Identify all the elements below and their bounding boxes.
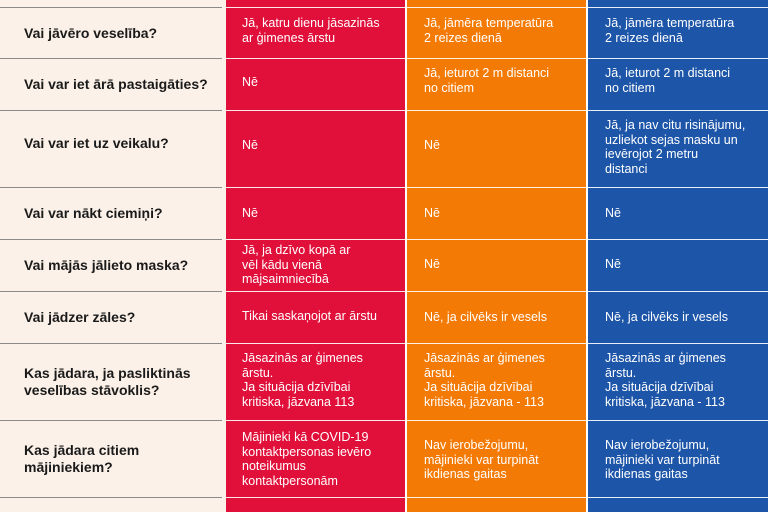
answer-blue: Nē: [605, 206, 621, 220]
answer-red: Jā, ja dzīvo kopā ar vēl kādu vienā mājsaimniecībā: [242, 243, 351, 286]
answer-orange: Jāsazinās ar ģimenes ārstu. Ja situācija dzīvībai kritiska, jāzvana - 113: [424, 351, 545, 409]
question-medicine: Vai jādzer zāles?: [24, 309, 136, 325]
row-divider: [226, 7, 768, 8]
question-other-household: Kas jādara citiem mājiniekiem?: [24, 442, 140, 475]
answer-orange: Jā, ieturot 2 m distanci no citiem: [424, 66, 550, 95]
answer-blue: Jā, ieturot 2 m distanci no citiem: [605, 66, 731, 95]
answer-orange: Nē: [424, 206, 440, 220]
question-health-worsens: Kas jādara, ja pasliktinās veselības stāvoklis?: [24, 365, 191, 398]
answer-red: Jā, katru dienu jāsazinās ar ģimenes ārstu: [242, 16, 380, 45]
answer-orange: Nav ierobežojumu, mājinieki var turpināt ikdienas gaitas: [424, 438, 539, 481]
row-divider: [226, 239, 768, 240]
question-shop: Vai var iet uz veikalu?: [24, 135, 169, 151]
column-divider: [405, 0, 407, 512]
question-guests: Vai var nākt ciemiņi?: [24, 205, 163, 221]
answer-blue: Jāsazinās ar ģimenes ārstu. Ja situācija dzīvībai kritiska, jāzvana - 113: [605, 351, 726, 409]
question-walks: Vai var iet ārā pastaigāties?: [24, 76, 208, 92]
answer-red: Nē: [242, 206, 258, 220]
row-divider: [226, 497, 768, 498]
answer-orange: Nē, ja cilvēks ir vesels: [424, 310, 547, 324]
question-mask-at-home: Vai mājās jālieto maska?: [24, 257, 189, 273]
row-divider: [0, 497, 222, 498]
answer-blue: Nav ierobežojumu, mājinieki var turpināt ikdienas gaitas: [605, 438, 720, 481]
answer-red: Tikai saskaņojot ar ārstu: [242, 309, 378, 323]
answer-red: Nē: [242, 138, 258, 152]
row-divider: [226, 343, 768, 344]
row-divider: [226, 110, 768, 111]
row-divider: [226, 291, 768, 292]
answer-blue: Nē: [605, 257, 621, 271]
answer-orange: Jā, jāmēra temperatūra 2 reizes dienā: [424, 16, 554, 45]
column-divider: [586, 0, 588, 512]
answer-red: Mājinieki kā COVID-19 kontaktpersonas ievēro noteikumus kontaktpersonām: [242, 430, 372, 488]
answer-blue: Jā, ja nav citu risinājumu, uzliekot sejas masku un ievērojot 2 metru distanci: [605, 118, 746, 176]
answer-orange: Nē: [424, 138, 440, 152]
answer-blue: Nē, ja cilvēks ir vesels: [605, 310, 728, 324]
row-divider: [226, 420, 768, 421]
row-divider: [226, 58, 768, 59]
answer-blue: Jā, jāmēra temperatūra 2 reizes dienā: [605, 16, 735, 45]
answer-red: Jāsazinās ar ģimenes ārstu. Ja situācija dzīvībai kritiska, jāzvana 113: [242, 351, 363, 409]
answer-red: Nē: [242, 75, 258, 89]
answer-orange: Nē: [424, 257, 440, 271]
question-health-monitoring: Vai jāvēro veselība?: [24, 24, 158, 41]
row-divider: [226, 187, 768, 188]
